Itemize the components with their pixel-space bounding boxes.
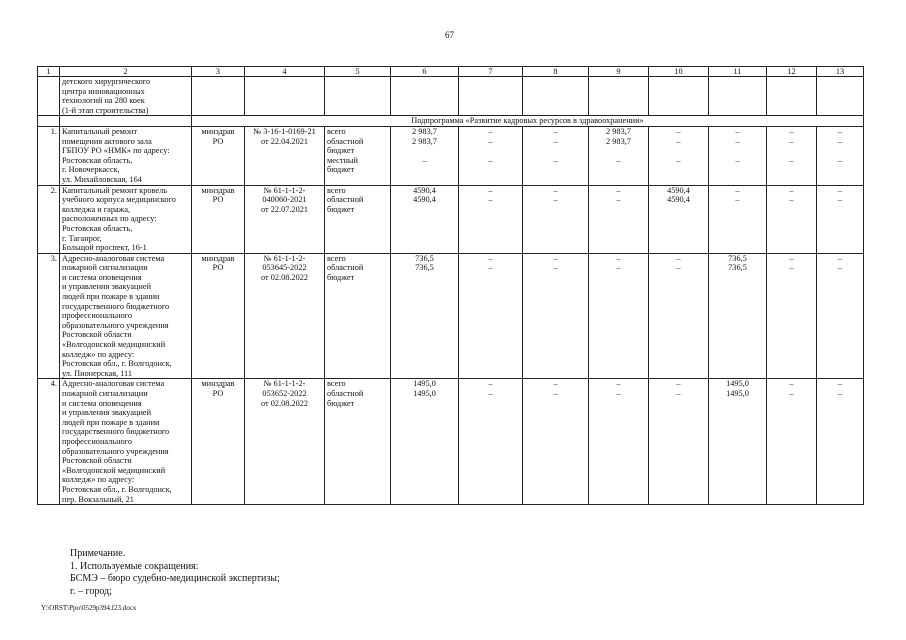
empty-cell (192, 77, 245, 116)
funding-source-label: бюджет (327, 204, 355, 214)
empty-cell (523, 77, 589, 116)
amount-value: – (676, 389, 681, 398)
amount-value (393, 273, 456, 283)
value-cell (649, 126, 709, 185)
amount-value: – (488, 253, 493, 263)
table-row (38, 185, 864, 253)
amount-value: – (553, 389, 558, 398)
funding-source-cell (325, 379, 391, 505)
amount-value: 1495,0 (726, 389, 749, 398)
funding-source-label: местный (327, 155, 358, 165)
cell-text-line: Адресно-аналоговая система (62, 379, 165, 389)
amount-value: – (488, 195, 493, 205)
empty-cell (60, 116, 192, 127)
cell-text-line: пер. Вокзальный, 21 (62, 494, 134, 504)
amount-value: – (837, 126, 843, 136)
amount-value: – (837, 389, 843, 398)
value-cell (523, 185, 589, 253)
amount-value: 4590,4 (667, 185, 690, 195)
amount-value: – (488, 389, 493, 398)
amount-value: 4590,4 (413, 195, 436, 205)
cell-text-line: г. Таганрог, (62, 233, 102, 243)
note-line: 1. Используемые сокращения: (70, 560, 199, 572)
value-cell (649, 185, 709, 253)
amount-value (461, 205, 520, 215)
cell-text-line: колледж» по адресу: (62, 475, 135, 485)
value-cell (391, 126, 459, 185)
amount-value: – (789, 379, 794, 389)
cell-text-line: минздрав (201, 126, 235, 136)
empty-cell (325, 77, 391, 116)
document-cell (245, 379, 325, 505)
amount-value (819, 399, 861, 409)
funding-source-label: всего (327, 185, 346, 195)
amount-value: – (837, 155, 843, 165)
amount-value (711, 273, 764, 283)
funding-source-label: бюджет (327, 146, 355, 156)
cell-text-line: Ростовская область, (62, 223, 133, 233)
table-row (38, 379, 864, 505)
amount-value: – (735, 155, 740, 165)
amount-value (525, 146, 586, 156)
funding-source-label: бюджет (327, 398, 355, 408)
amount-value: – (553, 379, 558, 389)
amount-value: – (616, 379, 621, 389)
cell-text-line: Капитальный ремонт (62, 126, 138, 136)
amount-value: 736,5 (415, 263, 434, 273)
column-number-cell: 1 (38, 67, 60, 77)
amount-value (393, 399, 456, 409)
row-number-cell: 3. (38, 253, 60, 379)
amount-value (393, 146, 456, 156)
cell-text-line: учебного корпуса медицинского (62, 195, 176, 205)
amount-value (591, 273, 646, 283)
value-cell (767, 379, 817, 505)
value-cell (817, 185, 864, 253)
page-number: 67 (445, 30, 454, 40)
cell-text-line: от 02.08.2022 (260, 272, 309, 282)
value-cell (709, 379, 767, 505)
amount-value (711, 399, 764, 409)
column-number-cell: 8 (523, 67, 589, 77)
header-row (38, 67, 864, 77)
description-cell (60, 253, 192, 379)
cell-text-line: помещения актового зала (62, 136, 152, 146)
column-number-cell: 13 (817, 67, 864, 77)
amount-value: – (553, 126, 558, 136)
amount-value (819, 146, 861, 156)
funding-source-label: областной (327, 195, 364, 205)
value-cell (767, 185, 817, 253)
cell-text-line: образовательного учреждения (62, 446, 169, 456)
subprogram-row (38, 116, 864, 127)
description-cell (60, 126, 192, 185)
amount-value: – (616, 155, 621, 165)
amount-value (651, 399, 706, 409)
empty-cell (589, 77, 649, 116)
value-cell (709, 185, 767, 253)
table-row (38, 253, 864, 379)
amount-value (711, 205, 764, 215)
cell-text-line: 053645-2022 (262, 263, 307, 273)
amount-value (819, 205, 861, 215)
cell-text-line: Больщой проспект, 16-1 (62, 243, 147, 253)
amount-value (819, 273, 861, 283)
cell-text-line: и система оповещения (62, 398, 142, 408)
cell-text-line: и система оповещения (62, 272, 142, 282)
value-cell (391, 253, 459, 379)
amount-value (769, 146, 814, 156)
funding-source-cell (325, 126, 391, 185)
cell-text-line: от 02.08.2022 (260, 398, 309, 408)
note-block (70, 548, 280, 598)
empty-cell (245, 77, 325, 116)
cell-text-line: ГБПОУ РО «НМК» по адресу: (62, 146, 170, 156)
cell-text-line: Адресно-аналоговая система (62, 253, 165, 263)
cell-text-line: от 22.07.2021 (260, 204, 309, 214)
program-table (37, 66, 864, 505)
amount-value (461, 273, 520, 283)
document-cell (245, 185, 325, 253)
executor-cell (192, 185, 245, 253)
amount-value: – (676, 263, 681, 273)
amount-value: – (488, 126, 493, 136)
funding-source-cell (325, 253, 391, 379)
amount-value: 736,5 (728, 263, 747, 273)
executor-cell (192, 126, 245, 185)
description-cell (60, 185, 192, 253)
funding-source-cell (325, 185, 391, 253)
amount-value: – (789, 195, 794, 205)
amount-value: 736,5 (415, 253, 434, 263)
cell-text-line: государственного бюджетного (62, 427, 170, 437)
value-cell (709, 253, 767, 379)
cell-text-line: минздрав (201, 253, 235, 263)
cell-text-line: 053652-2022 (262, 389, 307, 398)
amount-value: – (422, 155, 427, 165)
value-cell (523, 379, 589, 505)
document-cell (245, 253, 325, 379)
amount-value: 1495,0 (413, 379, 436, 389)
amount-value (525, 273, 586, 283)
column-number-cell: 3 (192, 67, 245, 77)
amount-value: – (735, 185, 740, 195)
table-row (38, 77, 864, 116)
amount-value: – (488, 379, 493, 389)
amount-value: – (676, 155, 681, 165)
amount-value: – (789, 263, 794, 273)
amount-value (651, 205, 706, 215)
cell-text-line: профессионального (62, 436, 133, 446)
amount-value: – (789, 136, 794, 146)
cell-text-line: расположенных по адресу: (62, 214, 157, 224)
subprogram-title-cell: Подпрограмма «Развитие кадровых ресурсов в здравоохранении» (192, 116, 864, 127)
funding-source-label: областной (327, 136, 364, 146)
value-cell (391, 379, 459, 505)
cell-text-line: № 3-16-1-0169-21 (253, 126, 316, 136)
value-cell (817, 126, 864, 185)
amount-value (769, 205, 814, 215)
cell-text-line: Ростовская обл., г. Волгодонск, (62, 484, 172, 494)
column-number-cell: 2 (60, 67, 192, 77)
amount-value (393, 165, 456, 175)
amount-value: – (488, 136, 493, 146)
amount-value: – (616, 253, 621, 263)
value-cell (589, 126, 649, 185)
value-cell (523, 253, 589, 379)
cell-text-line: Капитальный ремонт кровель (62, 185, 167, 195)
value-cell (817, 379, 864, 505)
column-number-cell: 4 (245, 67, 325, 77)
note-title: Примечание. (70, 548, 126, 559)
cell-text-line: людей при пожаре в здании (62, 417, 160, 427)
value-cell (523, 126, 589, 185)
amount-value: – (837, 136, 843, 146)
amount-value (651, 165, 706, 175)
funding-source-label: областной (327, 263, 364, 273)
column-number-cell: 5 (325, 67, 391, 77)
value-cell (459, 253, 523, 379)
cell-text-line: «Волгодонской медицинский (62, 340, 166, 350)
row-number-cell: 1. (38, 126, 60, 185)
cell-text-line: «Волгодонской медицинский (62, 465, 166, 475)
note-line: г. – город; (70, 585, 112, 597)
amount-value: – (488, 155, 493, 165)
row-number-cell (38, 116, 60, 127)
value-cell (459, 185, 523, 253)
amount-value: – (735, 126, 740, 136)
value-cell (817, 253, 864, 379)
description-cell (60, 379, 192, 505)
amount-value: – (837, 185, 843, 195)
cell-text-line: и управления эвакуацией (62, 408, 152, 418)
funding-source-label: бюджет (327, 165, 355, 175)
amount-value (525, 205, 586, 215)
amount-value: – (676, 126, 681, 136)
amount-value: – (789, 126, 794, 136)
cell-text-line: 040060-2021 (262, 195, 307, 205)
value-cell (649, 253, 709, 379)
amount-value: 1495,0 (413, 389, 436, 398)
empty-cell (817, 77, 864, 116)
document-cell (245, 126, 325, 185)
file-path-footer: Y:\ORST\Ppo\0529p394.f23.docx (41, 604, 137, 612)
amount-value (525, 165, 586, 175)
empty-cell (459, 77, 523, 116)
amount-value (393, 205, 456, 215)
amount-value (525, 399, 586, 409)
value-cell (649, 379, 709, 505)
amount-value: – (616, 263, 621, 273)
cell-text-line: от 22.04.2021 (260, 136, 309, 146)
amount-value: – (553, 253, 558, 263)
value-cell (459, 126, 523, 185)
cell-text-line: Ростовская обл., г. Волгодонск, (62, 359, 172, 369)
column-number-cell: 11 (709, 67, 767, 77)
amount-value (591, 399, 646, 409)
amount-value: – (488, 185, 493, 195)
amount-value: – (616, 185, 621, 195)
amount-value: 2 983,7 (606, 136, 631, 146)
amount-value: – (676, 253, 681, 263)
column-number-cell: 12 (767, 67, 817, 77)
cell-text-line: РО (212, 263, 224, 273)
amount-value: – (837, 253, 843, 263)
cell-text-line: образовательного учреждения (62, 320, 169, 330)
amount-value (461, 146, 520, 156)
value-cell (391, 185, 459, 253)
row-number-cell (38, 77, 60, 116)
cell-text-line: пожарной сигнализации (62, 389, 148, 398)
empty-cell (709, 77, 767, 116)
row-number-cell: 2. (38, 185, 60, 253)
cell-text-line: профессионального (62, 311, 133, 321)
value-cell (767, 126, 817, 185)
column-number-cell: 9 (589, 67, 649, 77)
value-cell (709, 126, 767, 185)
cell-text-line: Ростовская область, (62, 155, 133, 165)
amount-value: – (553, 195, 558, 205)
amount-value (769, 273, 814, 283)
cell-text-line: технологий на 280 коек (62, 96, 145, 106)
amount-value: 4590,4 (667, 195, 690, 205)
amount-value: – (553, 155, 558, 165)
cell-text-line: РО (212, 195, 224, 205)
amount-value: 736,5 (728, 253, 747, 263)
value-cell (589, 185, 649, 253)
amount-value (711, 146, 764, 156)
column-number-cell: 6 (391, 67, 459, 77)
funding-source-label: областной (327, 389, 364, 398)
amount-value: – (616, 195, 621, 205)
amount-value: – (789, 389, 794, 398)
amount-value (591, 146, 646, 156)
amount-value (461, 399, 520, 409)
empty-cell (649, 77, 709, 116)
funding-source-label: всего (327, 126, 346, 136)
cell-text-line: центра инновационных (62, 86, 145, 96)
amount-value: – (553, 263, 558, 273)
executor-cell (192, 253, 245, 379)
cell-text-line: РО (212, 136, 224, 146)
cell-text-line: пожарной сигнализации (62, 263, 148, 273)
value-cell (459, 379, 523, 505)
amount-value: 4590,4 (413, 185, 436, 195)
amount-value: 1495,0 (726, 379, 749, 389)
amount-value (769, 399, 814, 409)
cell-text-line: колледж» по адресу: (62, 349, 135, 359)
amount-value (591, 165, 646, 175)
amount-value: – (837, 379, 843, 389)
amount-value: – (553, 136, 558, 146)
executor-cell (192, 379, 245, 505)
cell-text-line: № 61-1-1-2- (263, 379, 306, 389)
amount-value: – (735, 195, 740, 205)
amount-value: – (837, 195, 843, 205)
cell-text-line: ул. Пионерская, 111 (62, 368, 132, 378)
row-number-cell: 4. (38, 379, 60, 505)
value-cell (589, 253, 649, 379)
table-row (38, 126, 864, 185)
funding-source-label: всего (327, 253, 346, 263)
amount-value (591, 205, 646, 215)
cell-text-line: г. Новочеркасск, (62, 165, 120, 175)
cell-text-line: (1-й этап строительства) (62, 105, 149, 115)
cell-text-line: № 61-1-1-2- (263, 253, 306, 263)
cell-text-line: Ростовской области (62, 456, 132, 466)
amount-value (711, 165, 764, 175)
cell-text-line: минздрав (201, 185, 235, 195)
amount-value: 2 983,7 (412, 136, 437, 146)
empty-cell (767, 77, 817, 116)
column-number-cell: 10 (649, 67, 709, 77)
cell-text-line: и управления эвакуацией (62, 282, 152, 292)
note-line: БСМЭ – бюро судебно-медицинской экспертизы; (70, 573, 280, 584)
amount-value: – (488, 263, 493, 273)
empty-cell (391, 77, 459, 116)
value-cell (589, 379, 649, 505)
amount-value: – (789, 185, 794, 195)
amount-value (651, 273, 706, 283)
amount-value: – (735, 136, 740, 146)
description-cell (60, 77, 192, 116)
cell-text-line: ул. Михайловская, 164 (62, 174, 142, 184)
column-number-cell: 7 (459, 67, 523, 77)
funding-source-label: всего (327, 379, 346, 389)
cell-text-line: государственного бюджетного (62, 301, 170, 311)
amount-value: – (837, 263, 843, 273)
cell-text-line: РО (212, 389, 224, 398)
amount-value (769, 165, 814, 175)
cell-text-line: Ростовской области (62, 330, 132, 340)
amount-value: – (789, 253, 794, 263)
amount-value: – (789, 155, 794, 165)
amount-value: – (616, 389, 621, 398)
cell-text-line: детского хирургического (62, 77, 151, 86)
cell-text-line: минздрав (201, 379, 235, 389)
funding-source-label: бюджет (327, 272, 355, 282)
amount-value: – (676, 136, 681, 146)
amount-value (461, 165, 520, 175)
amount-value (651, 146, 706, 156)
cell-text-line: колледжа и гаража, (62, 204, 131, 214)
cell-text-line: людей при пожаре в здании (62, 292, 160, 302)
amount-value: 2 983,7 (606, 126, 631, 136)
amount-value: – (676, 379, 681, 389)
amount-value: – (553, 185, 558, 195)
amount-value (819, 165, 861, 175)
amount-value: 2 983,7 (412, 126, 437, 136)
value-cell (767, 253, 817, 379)
cell-text-line: № 61-1-1-2- (263, 185, 306, 195)
